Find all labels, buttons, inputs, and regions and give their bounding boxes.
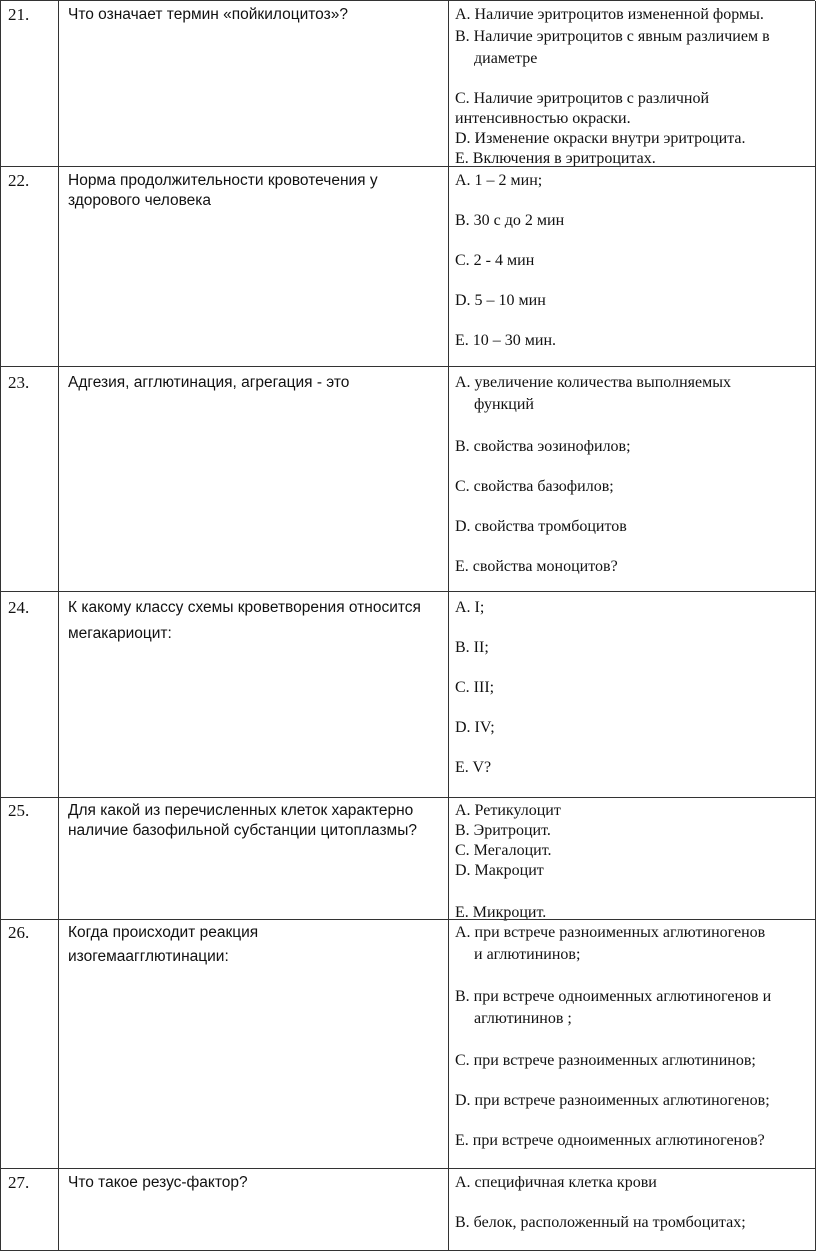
- column-divider: [0, 592, 1, 798]
- question-number: 23.: [8, 373, 30, 392]
- question-number: 26.: [8, 923, 30, 942]
- question-text: изогемаагглютинации:: [68, 948, 229, 965]
- answer-option: C. III;: [455, 679, 495, 696]
- answer-option: E. V?: [455, 759, 492, 776]
- answer-option: D. Макроцит: [455, 862, 544, 879]
- table-row: [0, 919, 815, 1169]
- answer-option: B. Эритроцит.: [455, 822, 551, 839]
- answer-option: B. 30 с до 2 мин: [455, 212, 565, 229]
- table-row: [0, 591, 815, 798]
- column-divider: [58, 1169, 59, 1251]
- question-text: Норма продолжительности кровотечения у: [68, 172, 378, 189]
- answer-option: A. 1 – 2 мин;: [455, 172, 543, 189]
- answer-option: D. IV;: [455, 719, 495, 736]
- column-divider: [448, 367, 449, 592]
- table-row: [0, 366, 815, 592]
- question-text: Что означает термин «пойкилоцитоз»?: [68, 6, 348, 23]
- answer-option: C. свойства базофилов;: [455, 478, 614, 495]
- question-text: Адгезия, агглютинация, агрегация - это: [68, 374, 350, 391]
- answer-option: E. Включения в эритроцитах.: [455, 150, 656, 167]
- column-divider: [58, 798, 59, 920]
- answer-option: C. Наличие эритроцитов с различной: [455, 90, 710, 107]
- table-row: [0, 0, 815, 167]
- answer-option: D. при встрече разноименных аглютиногенов;: [455, 1092, 770, 1109]
- answer-option: B. при встрече одноименных аглютиногенов и: [455, 988, 772, 1005]
- answer-option: A. увеличение количества выполняемых: [455, 374, 731, 391]
- question-number: 25.: [8, 801, 30, 820]
- answer-option: A. Наличие эритроцитов измененной формы.: [455, 6, 764, 23]
- question-number: 21.: [8, 5, 30, 24]
- question-text: Что такое резус-фактор?: [68, 1174, 248, 1191]
- question-number: 27.: [8, 1173, 30, 1192]
- answer-option: C. при встрече разноименных аглютининов;: [455, 1052, 756, 1069]
- answer-option: аглютининов ;: [474, 1010, 572, 1027]
- answer-option: C. 2 - 4 мин: [455, 252, 535, 269]
- column-divider: [0, 798, 1, 920]
- answer-option: функций: [474, 396, 534, 413]
- column-divider: [448, 798, 449, 920]
- column-divider: [0, 1169, 1, 1251]
- column-divider: [448, 1, 449, 167]
- column-divider: [448, 1169, 449, 1251]
- column-divider: [448, 920, 449, 1169]
- column-divider: [448, 167, 449, 367]
- column-divider: [58, 920, 59, 1169]
- column-divider: [0, 167, 1, 367]
- answer-option: A. I;: [455, 599, 485, 616]
- column-divider: [448, 592, 449, 798]
- answer-option: B. белок, расположенный на тромбоцитах;: [455, 1214, 746, 1231]
- question-number: 24.: [8, 598, 30, 617]
- answer-option: C. Мегалоцит.: [455, 842, 552, 859]
- answer-option: диаметре: [474, 50, 538, 67]
- question-text: здорового человека: [68, 192, 212, 209]
- answer-option: A. Ретикулоцит: [455, 802, 561, 819]
- answer-option: A. специфичная клетка крови: [455, 1174, 657, 1191]
- column-divider: [0, 367, 1, 592]
- table-row: [0, 166, 815, 367]
- answer-option: B. свойства эозинофилов;: [455, 438, 631, 455]
- answer-option: и аглютининов;: [474, 946, 581, 963]
- answer-option: интенсивностью окраски.: [455, 110, 631, 127]
- question-text: Для какой из перечисленных клеток характерно: [68, 802, 414, 819]
- answer-option: D. свойства тромбоцитов: [455, 518, 627, 535]
- question-text: К какому классу схемы кроветворения относится: [68, 599, 421, 616]
- column-divider: [58, 167, 59, 367]
- answer-option: E. 10 – 30 мин.: [455, 332, 557, 349]
- answer-option: D. 5 – 10 мин: [455, 292, 546, 309]
- question-text: мегакариоцит:: [68, 625, 172, 642]
- question-text: Когда происходит реакция: [68, 924, 259, 941]
- table-row: [0, 797, 815, 920]
- answer-option: E. Микроцит.: [455, 904, 547, 921]
- answer-option: D. Изменение окраски внутри эритроцита.: [455, 130, 746, 147]
- answer-option: E. при встрече одноименных аглютиногенов?: [455, 1132, 765, 1149]
- answer-option: E. свойства моноцитов?: [455, 558, 618, 575]
- answer-option: B. II;: [455, 639, 489, 656]
- column-divider: [58, 1, 59, 167]
- table-bottom-border: [0, 1250, 816, 1251]
- answer-option: A. при встрече разноименных аглютиногенов: [455, 924, 766, 941]
- column-divider: [0, 1, 1, 167]
- question-text: наличие базофильной субстанции цитоплазмы?: [68, 822, 417, 839]
- table-row: [0, 1168, 815, 1251]
- column-divider: [58, 592, 59, 798]
- question-number: 22.: [8, 171, 30, 190]
- column-divider: [0, 920, 1, 1169]
- answer-option: B. Наличие эритроцитов с явным различием в: [455, 28, 770, 45]
- column-divider: [58, 367, 59, 592]
